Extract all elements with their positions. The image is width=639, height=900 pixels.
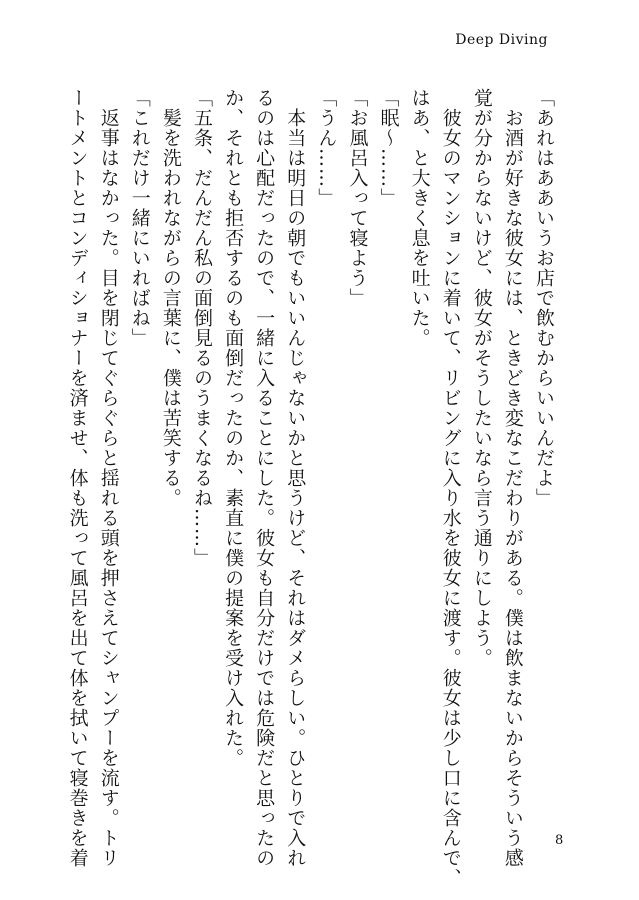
text-line: 「これだけ一緒にいればね」	[128, 88, 151, 348]
running-header-title: Deep Diving	[455, 32, 548, 48]
text-line: ートメントとコンディショナーを済ませ、体も洗って風呂を出て体を拭いて寝巻きを着	[66, 88, 89, 868]
text-line: 彼女のマンションに着いて、リビングに入り水を彼女に渡す。彼女は少し口に含んで、	[439, 88, 462, 888]
text-line: 「あれはああいうお店で飲むからいいんだよ」	[533, 88, 555, 508]
text-line: はあ、と大きく息を吐いた。	[408, 88, 431, 348]
text-line: 「お風呂入って寝よう」	[346, 88, 369, 308]
text-line: 本当は明日の朝でもいいんじゃないかと思うけど、それはダメらしい。ひとりで入れ	[284, 88, 307, 868]
text-line: 「うん……」	[315, 88, 338, 208]
text-line: お酒が好きな彼女には、ときどき変なこだわりがある。僕は飲まないからそういう感	[501, 88, 524, 868]
text-line: 返事はなかった。目を閉じてぐらぐらと揺れる頭を押さえてシャンプーを流す。トリ	[97, 88, 120, 868]
text-line: 「五条、だんだん私の面倒見るのうまくなるね……」	[190, 88, 213, 568]
page-number: 8	[555, 833, 564, 848]
text-line: 髪を洗われながらの言葉に、僕は苦笑する。	[159, 88, 182, 508]
vertical-body-text	[66, 88, 559, 888]
text-line: 「眠～……」	[377, 88, 400, 208]
text-line: 覚が分からないけど、彼女がそうしたいなら言う通りにしよう。	[470, 88, 493, 668]
text-line: るのは心配だったので、一緒に入ることにした。彼女も自分だけでは危険だと思ったの	[253, 88, 276, 868]
text-line: か、それとも拒否するのも面倒だったのか、素直に僕の提案を受け入れた。	[222, 88, 245, 768]
